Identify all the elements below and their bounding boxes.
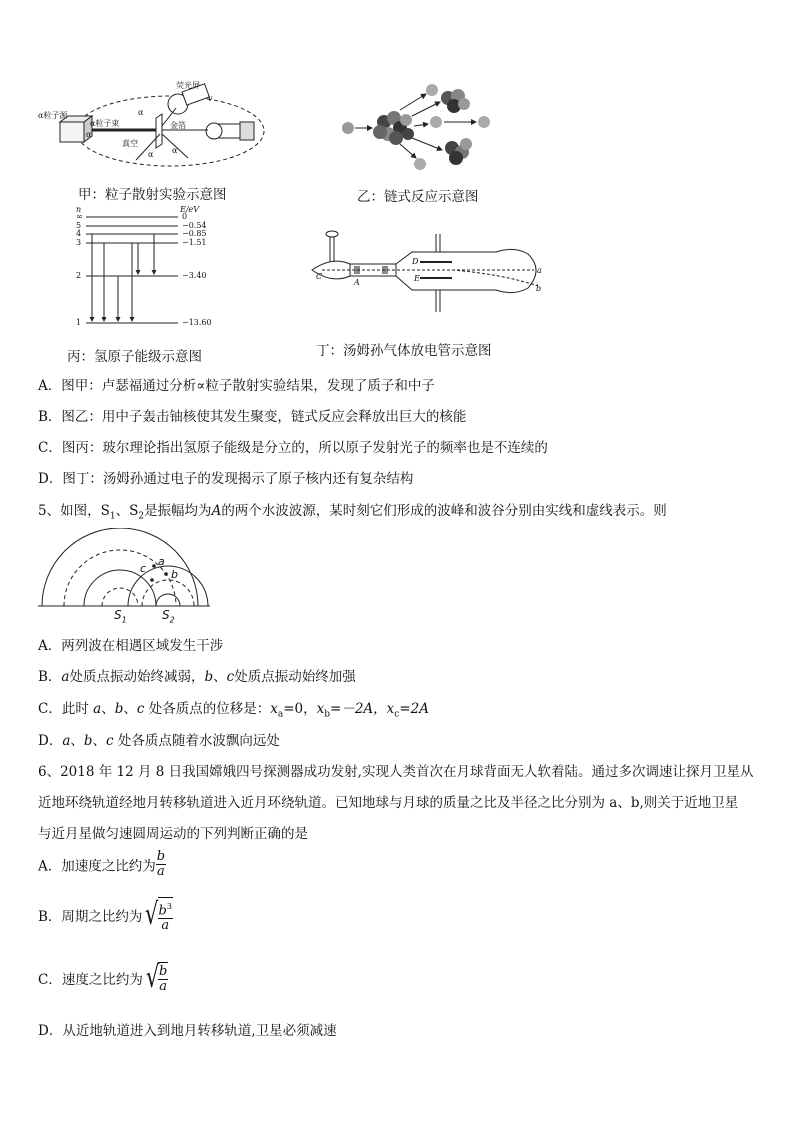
text: 、 (213, 669, 227, 685)
stem-part: 5、如图，S (38, 503, 110, 519)
label-alpha-1: α (138, 108, 144, 117)
option-text: 周期之比约为 (61, 909, 143, 926)
label-b: b (536, 284, 542, 293)
text: 处质点振动始终减弱， (69, 669, 205, 685)
option-label: A． (38, 858, 62, 875)
option-text: 速度之比约为 (61, 972, 143, 988)
fraction (158, 900, 173, 933)
stem-part: 的两个水波波源，某时刻它们形成的波峰和波谷分别由实线和虚线表示。则 (221, 503, 667, 519)
discharge-tube-diagram (302, 228, 547, 318)
option-text: 从近地轨道进入到地月转移轨道,卫星必须减速 (62, 1023, 337, 1039)
figure-yi (338, 82, 498, 182)
denominator: a (157, 864, 165, 879)
q5-option-c (38, 697, 429, 720)
label-alpha-4: α (86, 130, 92, 139)
var: a (93, 701, 102, 717)
text: =－2A， (330, 701, 387, 717)
label-E: E (414, 274, 420, 283)
q6-option-a (38, 850, 166, 879)
q4-option-b (38, 405, 466, 425)
option-text: 图丁：汤姆孙通过电子的发现揭示了原子核内还有复杂结构 (62, 471, 414, 487)
text: 、 (70, 733, 84, 749)
var: b (83, 733, 93, 749)
source-s2-label (162, 608, 175, 624)
numerator: b (158, 964, 168, 979)
option-label: C． (38, 972, 62, 988)
option-text: 图丙：玻尔理论指出氢原子能级是分立的，所以原子发射光子的频率也是不连续的 (61, 440, 548, 456)
option-label: C． (38, 440, 62, 456)
var: a (61, 669, 70, 685)
e-4: −0.85 (182, 229, 207, 238)
option-label: C． (38, 701, 62, 717)
caption-yi: 乙：链式反应示意图 (357, 189, 479, 205)
option-label: D． (38, 471, 63, 487)
s2-sub: 2 (169, 615, 175, 625)
e-2: −3.40 (182, 271, 207, 280)
label-beam: α粒子束 (90, 119, 120, 128)
text: =2A (399, 701, 429, 717)
var: a (62, 733, 71, 749)
label-D: D (412, 257, 419, 266)
caption-ding: 丁：汤姆孙气体放电管示意图 (316, 343, 492, 359)
e-5: −0.54 (182, 221, 207, 230)
n-2: 2 (76, 271, 82, 280)
caption-bing: 丙：氢原子能级示意图 (67, 349, 202, 365)
label-A: A (354, 278, 360, 287)
var: c (136, 701, 145, 717)
q5-option-d (38, 729, 280, 749)
chain-reaction-diagram (338, 82, 498, 182)
subscript: c (394, 709, 400, 720)
var: x (386, 701, 395, 717)
source-s1-label (114, 608, 127, 624)
text: 处各质点的位移是： (144, 701, 271, 717)
var: c (106, 733, 114, 749)
q5-stem (38, 499, 667, 522)
option-label: D． (38, 733, 63, 749)
label-v: v (208, 94, 213, 103)
fraction-b-over-a (156, 850, 166, 879)
option-label: A． (38, 638, 62, 654)
label-alpha-2: α (148, 150, 154, 159)
amplitude-symbol: A (211, 503, 222, 519)
numerator (158, 900, 173, 919)
e-3: −1.51 (182, 238, 207, 247)
figure-ding (302, 228, 547, 318)
label-vacuum: 真空 (122, 139, 138, 148)
point-a-label: a (158, 555, 165, 568)
option-text: 两列波在相遇区域发生干涉 (61, 638, 224, 654)
label-screen: 荧光屏 (176, 81, 200, 90)
q4-option-c (38, 436, 548, 456)
option-label: A． (38, 378, 62, 394)
n-1: 1 (76, 318, 82, 327)
n-3: 3 (76, 238, 82, 247)
n-header: n (76, 205, 82, 214)
radical-sign: √ (145, 897, 159, 933)
radicand (158, 962, 168, 994)
text: 处质点振动始终加强 (234, 669, 356, 685)
label-source: α粒子源 (38, 111, 68, 120)
sqrt-b-over-a (143, 962, 168, 994)
var: x (270, 701, 278, 717)
option-label: D． (38, 1023, 63, 1039)
var: c (226, 669, 235, 685)
radical-sign: √ (145, 960, 160, 995)
figure-jia (38, 78, 278, 178)
option-label: B． (38, 909, 62, 926)
e-inf: 0 (182, 212, 188, 221)
label-a: a (537, 266, 542, 275)
s1-letter: S (114, 608, 122, 622)
q6-option-b (38, 897, 173, 933)
figure-q5-waves (38, 528, 218, 628)
base: b (158, 903, 167, 919)
q5-option-a (38, 634, 223, 654)
var: x (316, 701, 325, 717)
denominator: a (159, 979, 168, 994)
q6-option-d (38, 1019, 337, 1039)
fraction (158, 965, 168, 994)
label-C: C (316, 272, 323, 281)
option-label: B． (38, 409, 62, 425)
option-label: B． (38, 669, 62, 685)
caption-jia: 甲：粒子散射实验示意图 (78, 187, 227, 203)
var: b (114, 701, 124, 717)
alpha-scattering-diagram (38, 78, 278, 178)
n-inf: ∞ (76, 212, 83, 221)
exponent: 3 (166, 902, 172, 911)
q6-stem-line-1: 6、2018 年 12 月 8 日我国嫦娥四号探测器成功发射,实现人类首次在月球背面无人软着陆。通过多次调速让探月卫星从 (38, 764, 754, 780)
q4-option-a (38, 374, 435, 394)
text: =0， (283, 701, 317, 717)
s1-sub: 1 (121, 615, 127, 625)
subscript: 2 (138, 511, 145, 522)
text: 、 (101, 701, 115, 717)
e-header: E/eV (180, 205, 200, 214)
stem-part: 、S (115, 503, 139, 519)
text: 处各质点随着水波飘向远处 (113, 733, 280, 749)
var: b (204, 669, 214, 685)
wave-interference-diagram (38, 528, 218, 628)
subscript: 1 (109, 511, 116, 522)
stem-part: 是振幅均为 (144, 503, 212, 519)
radicand (158, 897, 173, 933)
e-1: −13.60 (182, 318, 212, 327)
option-text: 加速度之比约为 (61, 858, 156, 875)
option-text: 图甲：卢瑟福通过分析∝粒子散射实验结果，发现了质子和中子 (61, 378, 435, 394)
denominator: a (161, 918, 170, 934)
n-5: 5 (76, 221, 82, 230)
q6-stem-line-3: 与近月星做匀速圆周运动的下列判断正确的是 (38, 826, 308, 842)
subscript: b (324, 709, 331, 720)
q6-stem-line-2: 近地环绕轨道经地月转移轨道进入近月环绕轨道。已知地球与月球的质量之比及半径之比分别为 a、b,则关于近地卫星 (38, 795, 739, 811)
text: 此时 (61, 701, 94, 717)
n-4: 4 (76, 229, 82, 238)
q5-option-b (38, 665, 356, 685)
point-b-label: b (171, 568, 178, 581)
label-foil: 金箔 (170, 121, 186, 130)
s2-letter: S (162, 608, 170, 622)
q6-option-c (38, 962, 168, 994)
text: 、 (123, 701, 137, 717)
label-alpha-3: α (172, 146, 178, 155)
option-text: 图乙：用中子轰击铀核使其发生聚变，链式反应会释放出巨大的核能 (61, 409, 467, 425)
numerator: b (156, 849, 166, 864)
sqrt-b3-over-a (142, 897, 173, 933)
text: 、 (92, 733, 107, 749)
q4-option-d (38, 467, 413, 487)
point-c-label: c (140, 562, 147, 575)
subscript: a (277, 709, 284, 720)
figure-bing (70, 205, 220, 330)
